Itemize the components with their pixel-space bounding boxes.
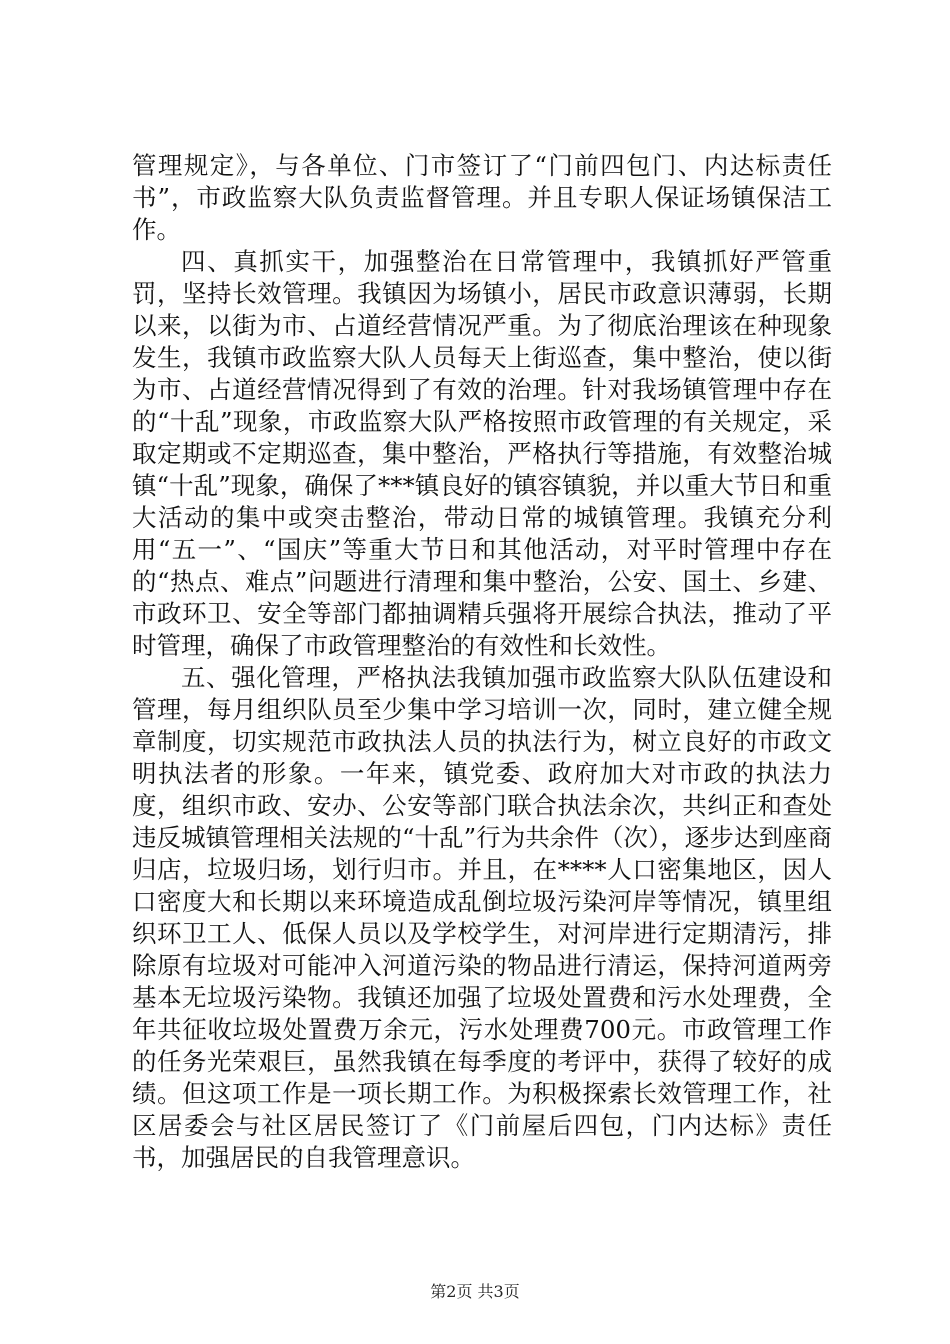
document-body [132, 150, 832, 1174]
paragraph-section-four: 四、真抓实干，加强整治在日常管理中，我镇抓好严管重罚，坚持长效管理。我镇因为场镇小，居民市政意识薄弱，长期以来，以街为市、占道经营情况严重。为了彻底治理该在种现象发生，我镇市政监察大队人员每天上街巡查，集中整治，使以街为市、占道经营情况得到了有效的治理。针对我场镇管理中存在的“十乱”现象，市政监察大队严格按照市政管理的有关规定，采取定期或不定期巡查，集中整治，严格执行等措施，有效整治城镇“十乱”现象，确保了***镇良好的镇容镇貌，并以重大节日和重大活动的集中或突击整治，带动日常的城镇管理。我镇充分利用“五一”、“国庆”等重大节日和其他活动，对平时管理中存在的“热点、难点”问题进行清理和集中整治，公安、国土、乡建、市政环卫、安全等部门都抽调精兵强将开展综合执法，推动了平时管理，确保了市政管理整治的有效性和长效性。 [132, 247, 832, 660]
paragraph-section-five: 五、强化管理，严格执法我镇加强市政监察大队队伍建设和管理，每月组织队员至少集中学习培训一次，同时，建立健全规章制度，切实规范市政执法人员的执法行为，树立良好的市政文明执法者的形象。一年来，镇党委、政府加大对市政的执法力度，组织市政、安办、公安等部门联合执法余次，共纠正和查处违反城镇管理相关法规的“十乱”行为共余件（次），逐步达到座商归店，垃圾归场，划行归市。并且，在****人口密集地区，因人口密度大和长期以来环境造成乱倒垃圾污染河岸等情况，镇里组织环卫工人、低保人员以及学校学生，对河岸进行定期清污，排除原有垃圾对可能冲入河道污染的物品进行清运，保持河道两旁基本无垃圾污染物。我镇还加强了垃圾处置费和污水处理费，全年共征收垃圾处置费万余元，污水处理费700元。市政管理工作的任务光荣艰巨，虽然我镇在每季度的考评中，获得了较好的成绩。但这项工作是一项长期工作。为积极探索长效管理工作，社区居委会与社区居民签订了《门前屋后四包，门内达标》责任书，加强居民的自我管理意识。 [132, 663, 832, 1172]
paragraph-continuation: 管理规定》，与各单位、门市签订了“门前四包门、内达标责任书”，市政监察大队负责监督管理。并且专职人保证场镇保洁工作。 [132, 151, 832, 244]
page-footer: 第2页 共3页 [430, 1282, 520, 1301]
